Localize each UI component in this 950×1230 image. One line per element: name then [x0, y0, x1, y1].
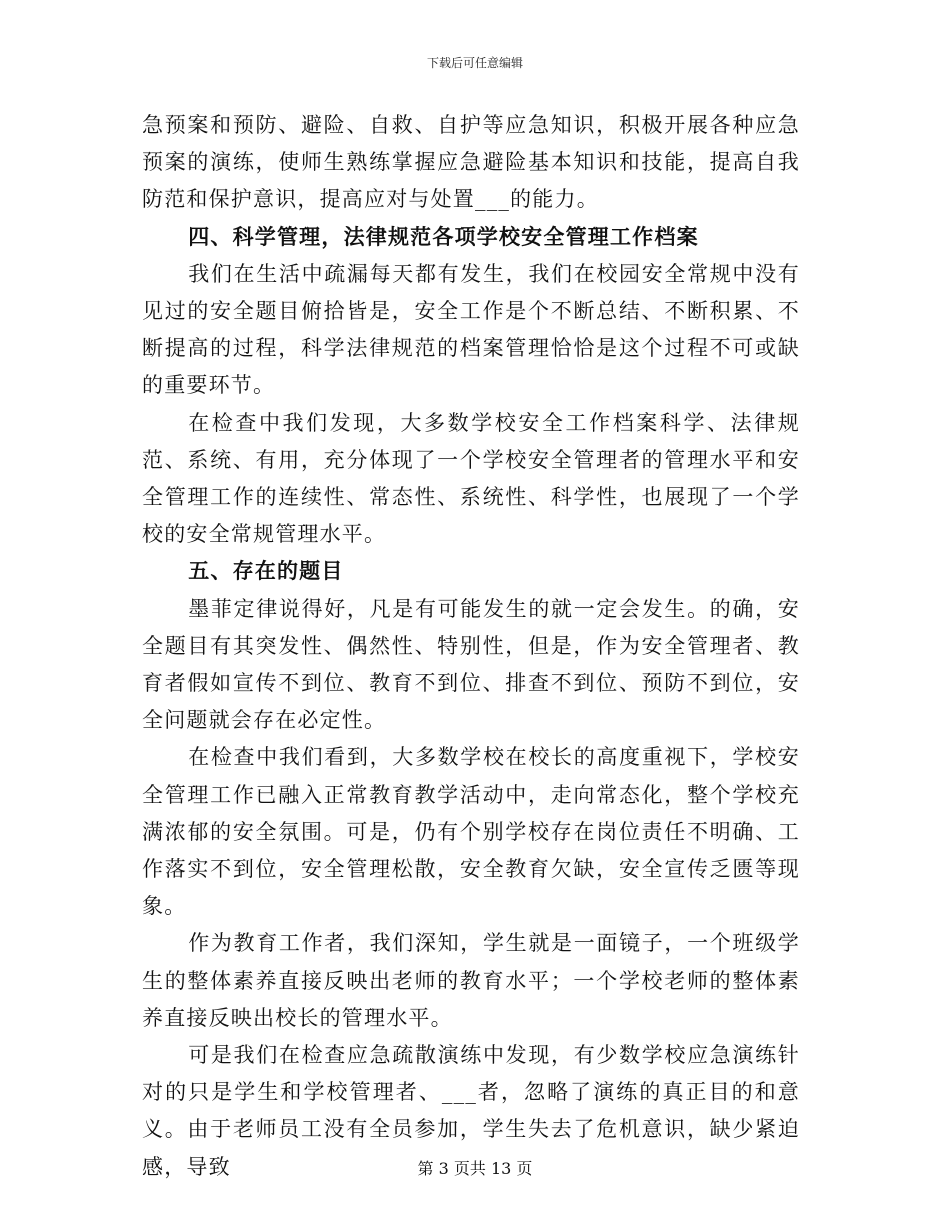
section-heading: 四、科学管理，法律规范各项学校安全管理工作档案 [188, 224, 699, 249]
paragraph: 可是我们在检查应急疏散演练中发现，有少数学校应急演练针对的只是学生和学校管理者、___者，忽略了演练的真正目的和意义。由于老师员工没有全员参加，学生失去了危机意识，缺少紧迫感，导致 [142, 1043, 800, 1179]
section-heading: 五、存在的题目 [188, 559, 344, 584]
paragraph: 作为教育工作者，我们深知，学生就是一面镜子，一个班级学生的整体素养直接反映出老师的教育水平；一个学校老师的整体素养直接反映出校长的管理水平。 [142, 931, 800, 1030]
paragraph: 在检查中我们发现，大多数学校安全工作档案科学、法律规范、系统、有用，充分体现了一个学校安全管理者的管理水平和安全管理工作的连续性、常态性、系统性、科学性，也展现了一个学校的安全常规管理水平。 [142, 410, 800, 547]
document-body [142, 107, 800, 1186]
page-number-footer: 第 3 页共 13 页 [417, 1159, 533, 1178]
paragraph: 墨菲定律说得好，凡是有可能发生的就一定会发生。的确，安全题目有其突发性、偶然性、特别性，但是，作为安全管理者、教育者假如宣传不到位、教育不到位、排查不到位、预防不到位，安全问题就会存在必定性。 [142, 596, 800, 733]
paragraph: 急预案和预防、避险、自救、自护等应急知识，积极开展各种应急预案的演练，使师生熟练掌握应急避险基本知识和技能，提高自我防范和保护意识，提高应对与处置___的能力。 [142, 113, 800, 212]
page-header: 下载后可任意编辑 [426, 56, 523, 70]
paragraph: 我们在生活中疏漏每天都有发生，我们在校园安全常规中没有见过的安全题目俯拾皆是，安全工作是个不断总结、不断积累、不断提高的过程，科学法律规范的档案管理恰恰是这个过程不可或缺的重要环节。 [142, 261, 800, 398]
paragraph: 在检查中我们看到，大多数学校在校长的高度重视下，学校安全管理工作已融入正常教育教学活动中，走向常态化，整个学校充满浓郁的安全氛围。可是，仍有个别学校存在岗位责任不明确、工作落实不到位，安全管理松散，安全教育欠缺，安全宣传乏匮等现象。 [142, 745, 800, 919]
